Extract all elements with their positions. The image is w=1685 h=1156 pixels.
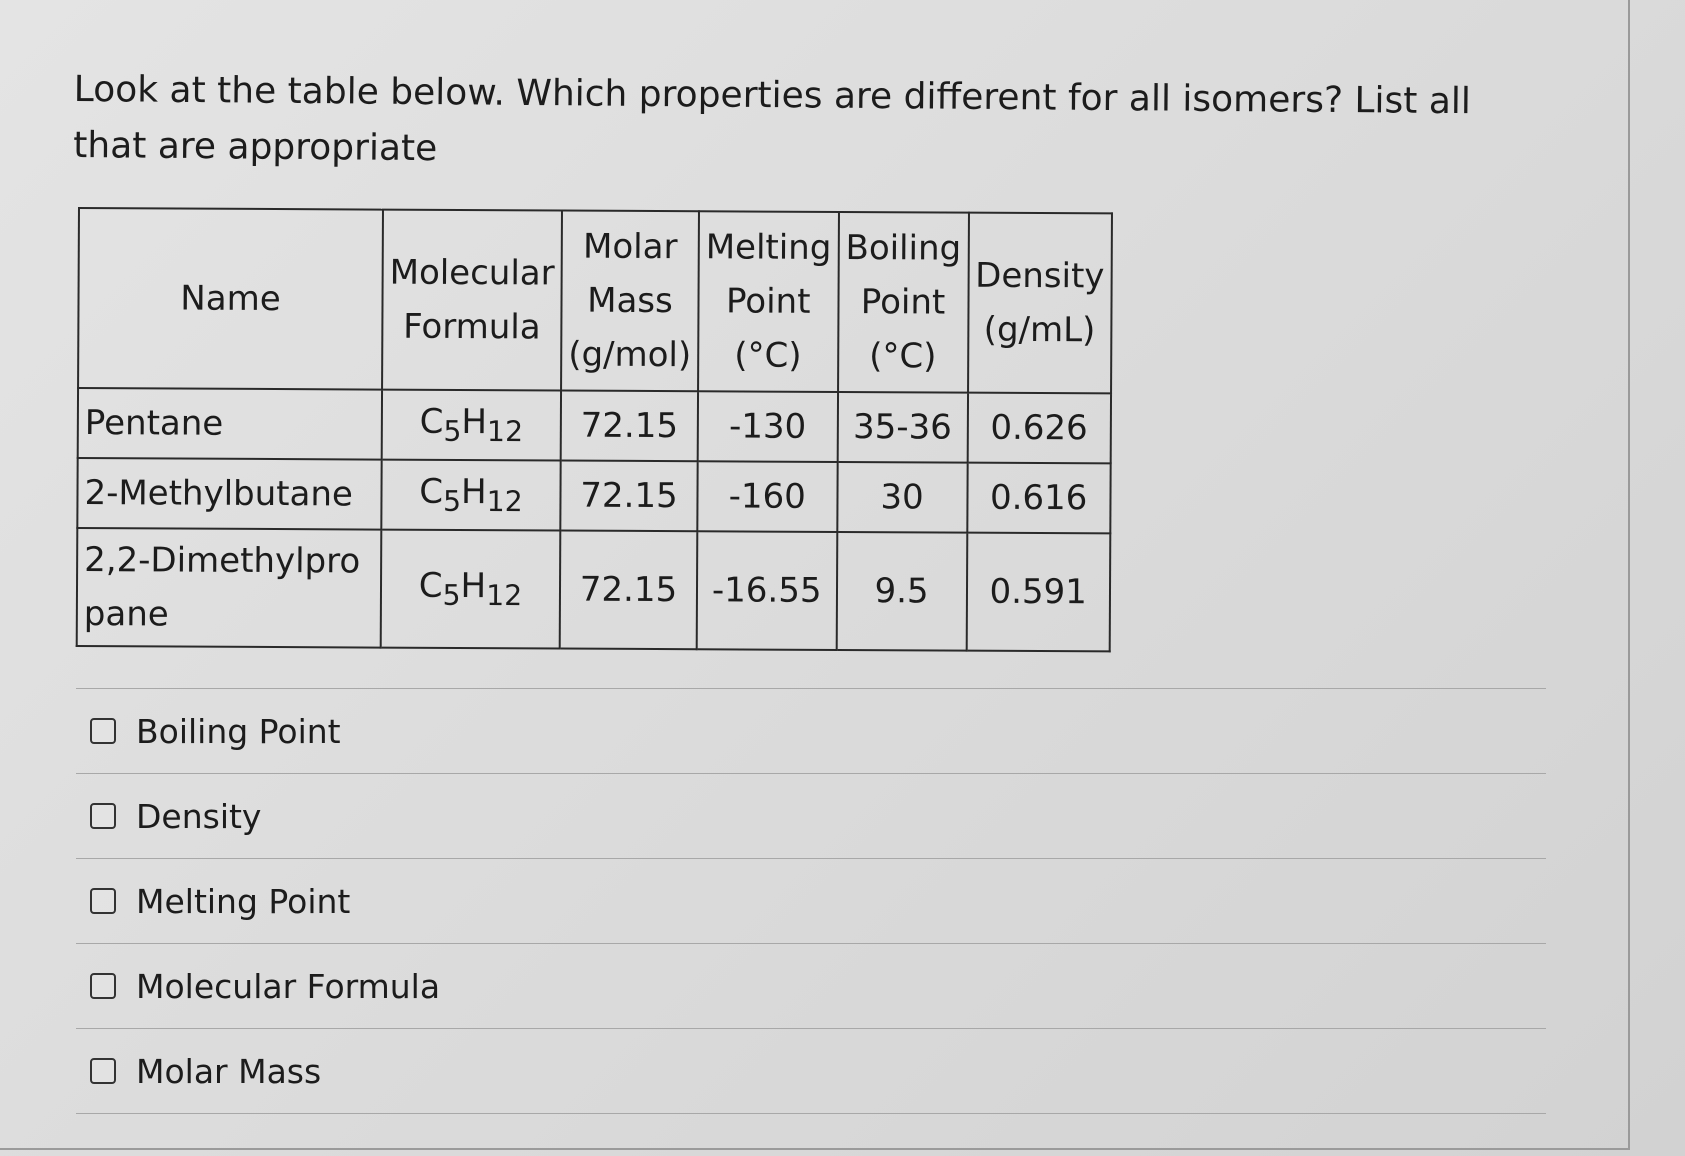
formula-subscript: 5 — [442, 484, 462, 518]
choice-label: Density — [136, 796, 262, 836]
formula-subscript: 12 — [486, 415, 524, 449]
table-row — [78, 388, 1111, 463]
cell-molar-mass: 72.15 — [561, 391, 698, 462]
choice-label: Melting Point — [136, 881, 351, 921]
cell-boiling-point: 35-36 — [837, 392, 967, 463]
table-row — [77, 528, 1110, 651]
formula-base: C — [419, 401, 444, 443]
cell-melting-point: -16.55 — [697, 531, 837, 650]
cell-name — [77, 528, 382, 648]
checkbox-icon[interactable] — [90, 1058, 116, 1084]
cell-melting-point: -160 — [697, 461, 837, 532]
choice-molecular-formula[interactable] — [76, 944, 1546, 1029]
formula-subscript: 5 — [443, 414, 462, 448]
formula-subscript: 12 — [486, 579, 523, 613]
cell-formula — [381, 530, 561, 649]
formula-base: C — [419, 471, 444, 513]
cell-melting-point: -130 — [698, 391, 838, 462]
header-molecular-formula: Molecular Formula — [382, 210, 562, 391]
cell-molar-mass: 72.15 — [560, 531, 698, 650]
cell-density: 0.626 — [967, 393, 1111, 464]
formula-mid: H — [460, 472, 487, 513]
cell-boiling-point: 30 — [837, 462, 967, 533]
question-text: Look at the table below. Which properties are different for all isomers? List all that are appropriate — [73, 68, 1472, 170]
cell-formula — [381, 460, 560, 531]
header-melting-point: Melting Point (°C) — [698, 211, 839, 392]
formula-mid: H — [460, 566, 487, 607]
choice-density[interactable] — [76, 774, 1546, 859]
answer-choices — [76, 688, 1546, 1114]
header-molar-mass: Molar Mass (g/mol) — [561, 211, 699, 392]
header-density: Density (g/mL) — [968, 213, 1112, 394]
formula-base: C — [418, 565, 443, 607]
choice-label: Molar Mass — [136, 1051, 322, 1091]
formula-subscript: 12 — [486, 485, 523, 519]
cell-name: 2-Methylbutane — [77, 458, 381, 530]
isomer-table — [76, 207, 1113, 652]
cell-boiling-point: 9.5 — [836, 532, 967, 651]
choice-molar-mass[interactable] — [76, 1029, 1546, 1114]
cell-name-text: 2,2-Dimethylpropane — [83, 540, 361, 635]
checkbox-icon[interactable] — [90, 888, 116, 914]
choice-melting-point[interactable] — [76, 859, 1546, 944]
header-name: Name — [78, 208, 383, 390]
cell-formula — [382, 390, 561, 461]
cell-density: 0.616 — [967, 463, 1111, 534]
cell-density: 0.591 — [966, 533, 1110, 652]
choice-label: Boiling Point — [136, 711, 341, 751]
table-row — [77, 458, 1110, 533]
checkbox-icon[interactable] — [90, 973, 116, 999]
cell-name: Pentane — [78, 388, 382, 460]
choice-label: Molecular Formula — [136, 966, 441, 1006]
formula-mid: H — [461, 402, 488, 443]
checkbox-icon[interactable] — [90, 718, 116, 744]
checkbox-icon[interactable] — [90, 803, 116, 829]
cell-molar-mass: 72.15 — [560, 461, 697, 532]
header-boiling-point: Boiling Point (°C) — [838, 212, 969, 393]
formula-subscript: 5 — [442, 578, 461, 612]
choice-boiling-point[interactable] — [76, 688, 1546, 774]
table-header-row — [78, 208, 1112, 393]
